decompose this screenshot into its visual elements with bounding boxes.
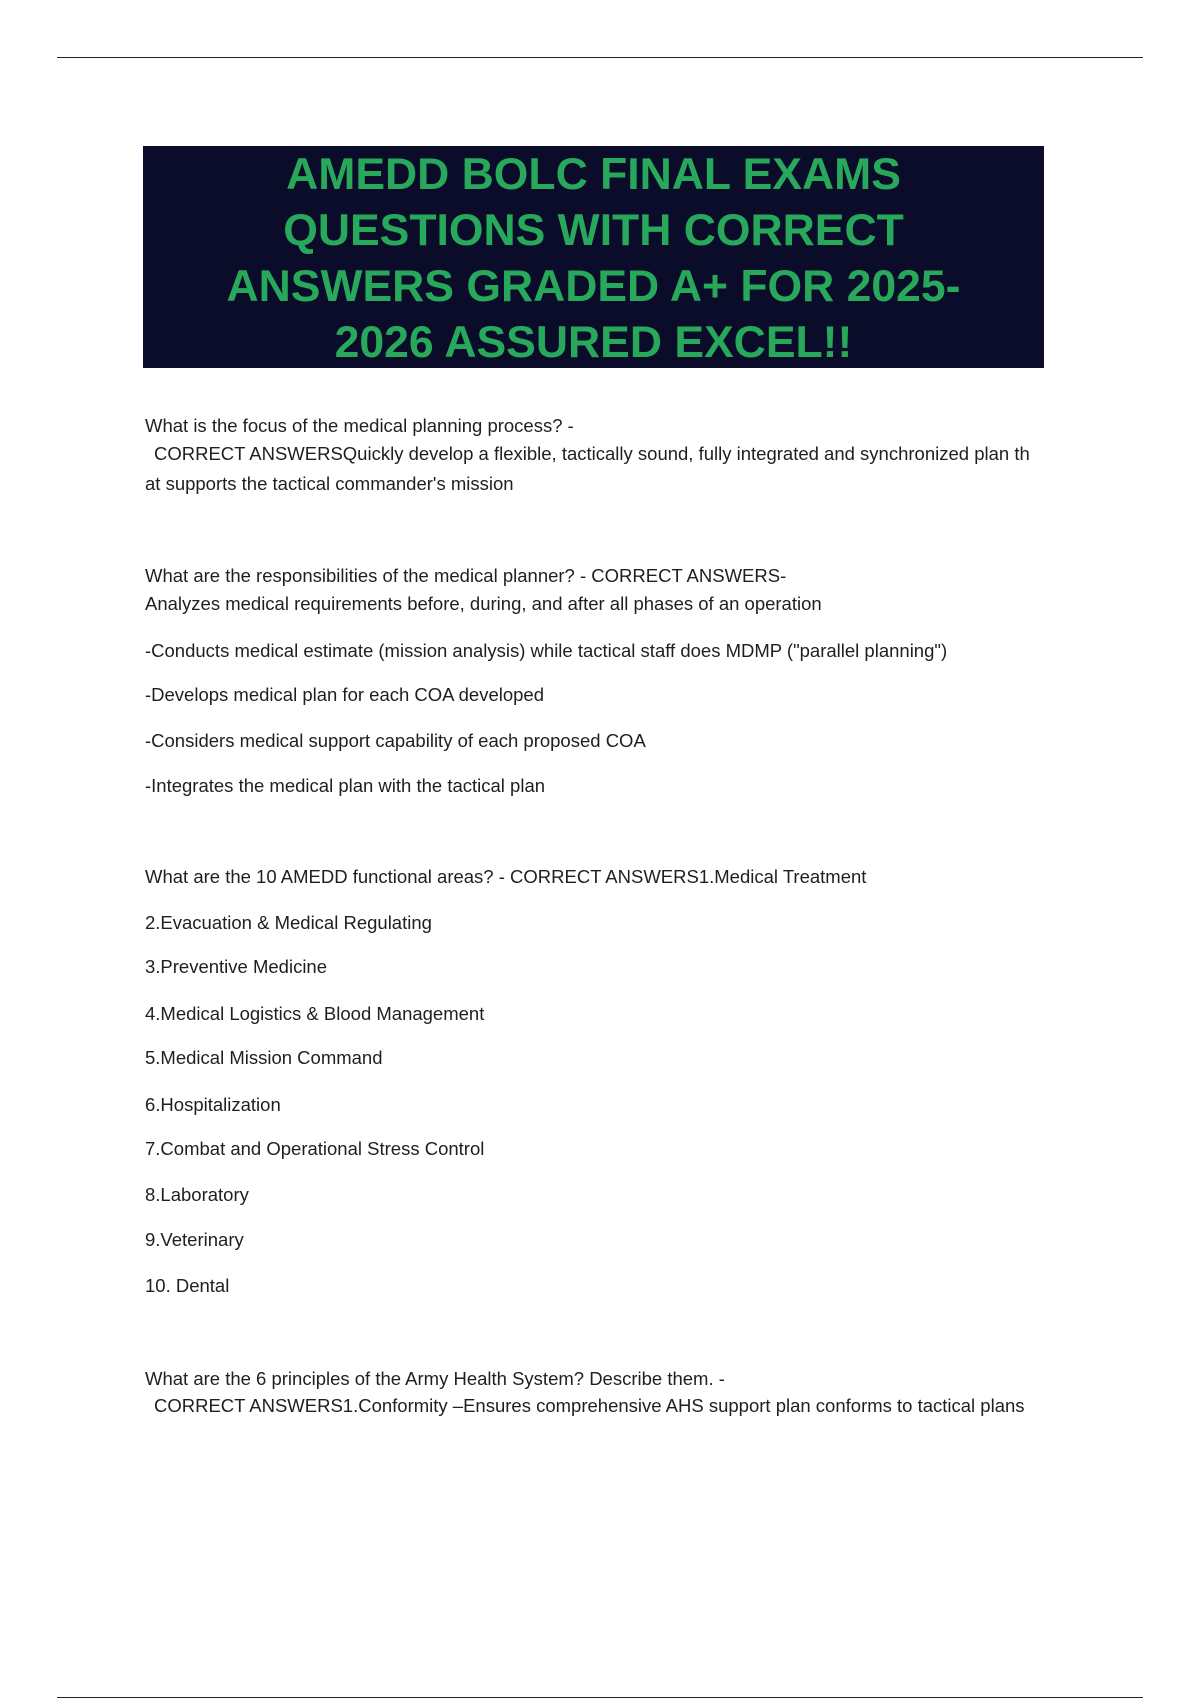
title-line: 2026 ASSURED EXCEL!! — [334, 318, 853, 367]
answer-1-line-2: at supports the tactical commander's mission — [145, 473, 514, 494]
answer-2-item: -Develops medical plan for each COA developed — [145, 684, 545, 705]
answer-3-item: 7.Combat and Operational Stress Control — [145, 1138, 485, 1159]
question-2: What are the responsibilities of the medical planner? - CORRECT ANSWERS- — [145, 565, 787, 586]
question-4: What are the 6 principles of the Army Health System? Describe them. - — [145, 1368, 725, 1389]
answer-3-item: 10. Dental — [145, 1275, 230, 1296]
question-3: What are the 10 AMEDD functional areas? - CORRECT ANSWERS1.Medical Treatment — [145, 866, 867, 887]
answer-2-item: -Integrates the medical plan with the tactical plan — [145, 775, 546, 796]
answer-3-item: 6.Hospitalization — [145, 1094, 281, 1115]
title-line: QUESTIONS WITH CORRECT — [283, 206, 904, 255]
title-line: AMEDD BOLC FINAL EXAMS — [286, 150, 901, 199]
title-line: ANSWERS GRADED A+ FOR 2025- — [226, 262, 961, 311]
document-title — [227, 147, 961, 371]
answer-2-item: -Conducts medical estimate (mission analysis) while tactical staff does MDMP ("parallel planning") — [145, 640, 948, 661]
answer-2-item: Analyzes medical requirements before, during, and after all phases of an operation — [145, 593, 822, 614]
question-1: What is the focus of the medical planning process? - — [145, 415, 574, 436]
answer-3-item: 3.Preventive Medicine — [145, 956, 328, 977]
bottom-rule — [57, 1697, 1143, 1698]
answer-4-line-1: CORRECT ANSWERS1.Conformity –Ensures comprehensive AHS support plan conforms to tactical plans — [154, 1395, 1025, 1416]
answer-3-item: 9.Veterinary — [145, 1229, 244, 1250]
answer-3-item: 5.Medical Mission Command — [145, 1047, 383, 1068]
answer-2-item: -Considers medical support capability of each proposed COA — [145, 730, 646, 751]
title-banner — [143, 146, 1044, 368]
answer-1-line-1: CORRECT ANSWERSQuickly develop a flexible, tactically sound, fully integrated and synchronized plan th — [154, 443, 1030, 464]
answer-3-item: 8.Laboratory — [145, 1184, 249, 1205]
answer-3-item: 2.Evacuation & Medical Regulating — [145, 912, 432, 933]
top-rule — [57, 57, 1143, 58]
answer-3-item: 4.Medical Logistics & Blood Management — [145, 1003, 485, 1024]
